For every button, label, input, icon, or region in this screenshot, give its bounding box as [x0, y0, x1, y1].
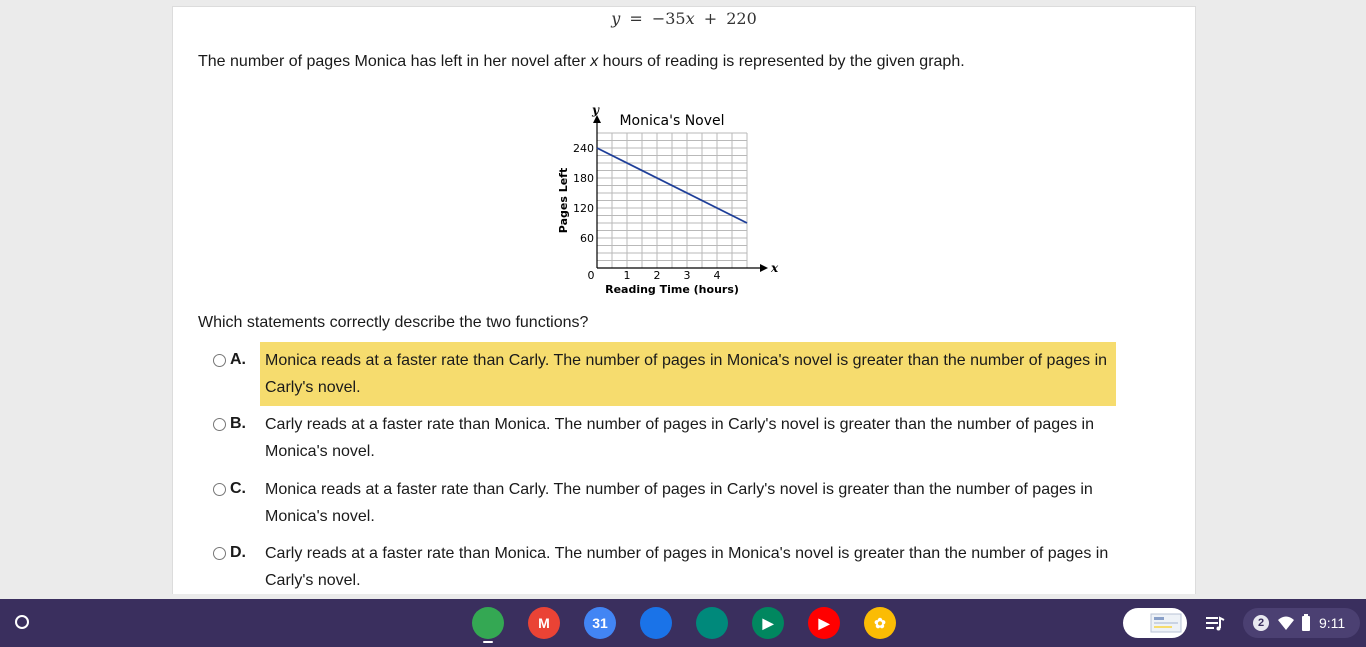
question-card — [172, 6, 1196, 594]
x-tick-label: 4 — [713, 269, 721, 282]
x-tick-label: 2 — [653, 269, 661, 282]
chart-svg — [553, 87, 793, 297]
clock: 9:11 — [1319, 615, 1346, 631]
choice-a[interactable] — [211, 342, 1131, 406]
youtube-glyph: ▶ — [818, 614, 830, 631]
equation-y: y — [611, 9, 621, 28]
files-glyph — [640, 607, 672, 639]
equation-plus: + — [703, 9, 718, 28]
prompt-text-after: hours of reading is represented by the given graph. — [598, 53, 965, 70]
battery-icon — [1301, 614, 1311, 632]
x-tick-label: 3 — [683, 269, 691, 282]
question-text: Which statements correctly describe the two functions? — [198, 314, 589, 331]
calendar-glyph: 31 — [592, 615, 608, 631]
photos-glyph: ✿ — [874, 614, 886, 631]
choice-letter: B. — [230, 415, 246, 432]
radio-b[interactable] — [213, 418, 226, 431]
origin-label: 0 — [587, 269, 595, 282]
notification-count-badge[interactable]: 2 — [1253, 615, 1269, 631]
y-tick-label: 120 — [573, 202, 594, 215]
choice-text[interactable]: Monica reads at a faster rate than Carly. The number of pages in Monica's novel is greater than the number of pages in Carly's novel. — [260, 342, 1116, 406]
equation-constant: 220 — [726, 9, 757, 28]
y-tick-label: 240 — [573, 142, 594, 155]
meet-glyph — [696, 607, 728, 639]
x-axis-arrow — [760, 264, 768, 272]
play-store-glyph: ▶ — [762, 614, 774, 631]
equation-x: x — [685, 9, 695, 28]
equation-coefficient: −35 — [651, 9, 686, 28]
radio-c[interactable] — [213, 483, 226, 496]
play-store-icon[interactable] — [752, 607, 784, 639]
meet-icon[interactable] — [696, 607, 728, 639]
choice-letter: D. — [230, 544, 246, 561]
radio-d[interactable] — [213, 547, 226, 560]
monica-novel-graph — [553, 87, 793, 302]
status-area[interactable] — [1243, 608, 1360, 638]
gmail-icon[interactable] — [528, 607, 560, 639]
chart-title: Monica's Novel — [619, 113, 725, 129]
gmail-glyph: M — [538, 615, 550, 631]
choice-letter: A. — [230, 351, 246, 368]
choice-text[interactable]: Carly reads at a faster rate than Monica. The number of pages in Monica's novel is greater than the number of pages in Carly's novel. — [265, 545, 1109, 589]
y-tick-label: 180 — [573, 172, 594, 185]
chromeos-shelf — [0, 599, 1366, 647]
files-icon[interactable] — [640, 607, 672, 639]
chrome-glyph — [472, 607, 504, 639]
tote-icon[interactable] — [1203, 611, 1227, 635]
choice-c[interactable] — [211, 471, 1131, 535]
calendar-icon[interactable] — [584, 607, 616, 639]
y-tick-label: 60 — [580, 232, 594, 245]
equation-equals: = — [629, 9, 643, 28]
photos-icon[interactable] — [864, 607, 896, 639]
y-axis-letter: y — [592, 103, 599, 117]
x-axis-letter: x — [771, 261, 779, 275]
choice-letter: C. — [230, 480, 246, 497]
prompt-text-before: The number of pages Monica has left in her novel after — [198, 53, 591, 70]
x-tick-label: 1 — [623, 269, 631, 282]
prompt-variable: x — [590, 53, 599, 70]
wifi-icon — [1277, 615, 1295, 631]
chrome-icon[interactable] — [472, 607, 504, 639]
carly-equation — [173, 9, 1195, 28]
youtube-icon[interactable] — [808, 607, 840, 639]
choice-b[interactable] — [211, 406, 1131, 470]
launcher-icon[interactable] — [15, 615, 29, 629]
graph-prompt — [198, 53, 965, 71]
choice-d[interactable] — [211, 535, 1131, 594]
choice-text[interactable]: Monica reads at a faster rate than Carly. The number of pages in Carly's novel is greater than the number of pages in Monica's novel. — [265, 481, 1093, 525]
choice-text[interactable]: Carly reads at a faster rate than Monica. The number of pages in Carly's novel is greater than the number of pages in Monica's novel. — [265, 416, 1094, 460]
y-axis-label: Pages Left — [557, 167, 570, 234]
screenshot-thumbnail-icon — [1123, 608, 1187, 638]
radio-a[interactable] — [213, 354, 226, 367]
active-app-indicator — [483, 641, 493, 643]
holding-space-tray[interactable] — [1123, 608, 1187, 638]
x-axis-label: Reading Time (hours) — [605, 283, 739, 296]
